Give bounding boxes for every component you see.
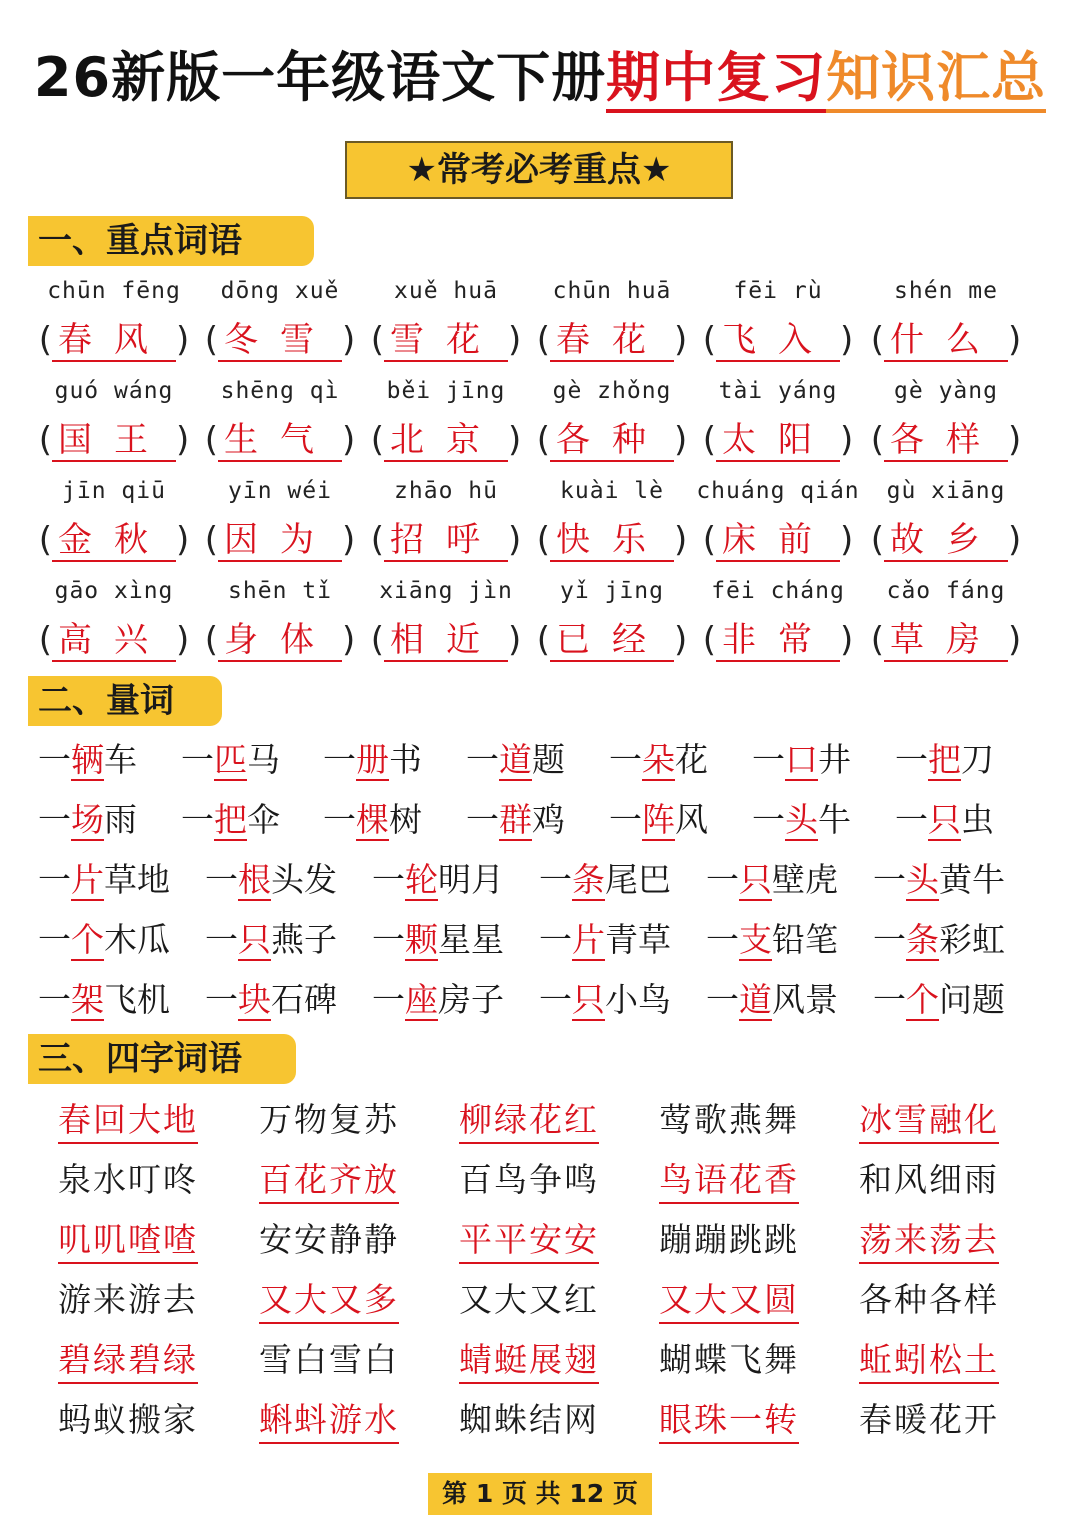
pinyin-label: běi jīng bbox=[386, 378, 506, 404]
idiom-item: 泉水叮咚 bbox=[58, 1160, 198, 1199]
open-paren: ( bbox=[870, 420, 884, 460]
answer-word: 春花 bbox=[550, 320, 674, 362]
measure-word: 个 bbox=[906, 980, 939, 1019]
pinyin-label: jīn qiū bbox=[62, 478, 166, 504]
idiom-item: 柳绿花红 bbox=[459, 1098, 599, 1144]
pinyin-label: xuě huā bbox=[394, 278, 498, 304]
number-prefix: 一 bbox=[323, 800, 356, 839]
noun: 尾巴 bbox=[605, 860, 671, 899]
answer-word: 床前 bbox=[716, 520, 840, 562]
measure-word: 颗 bbox=[405, 920, 438, 959]
answer-word: 金秋 bbox=[52, 520, 176, 562]
pinyin-label: fēi cháng bbox=[711, 578, 845, 604]
measure-word: 群 bbox=[499, 800, 532, 839]
number-prefix: 一 bbox=[466, 740, 499, 779]
noun: 黄牛 bbox=[939, 860, 1005, 899]
word-entry bbox=[862, 618, 1030, 662]
page-number: 第 1 页 共 12 页 bbox=[428, 1473, 652, 1515]
key-points-banner: ★常考必考重点★ bbox=[345, 141, 733, 199]
open-paren: ( bbox=[204, 320, 218, 360]
number-prefix: 一 bbox=[372, 860, 405, 899]
word-entry bbox=[862, 418, 1030, 462]
measure-word-phrase bbox=[539, 918, 671, 962]
answer-word: 非常 bbox=[716, 620, 840, 662]
pinyin-label: kuài lè bbox=[560, 478, 664, 504]
answer-word: 各种 bbox=[550, 420, 674, 462]
measure-word: 片 bbox=[572, 920, 605, 959]
answer-word: 身体 bbox=[218, 620, 342, 662]
close-paren: ) bbox=[342, 520, 356, 560]
noun: 花 bbox=[675, 740, 708, 779]
measure-word: 座 bbox=[405, 980, 438, 1019]
number-prefix: 一 bbox=[181, 800, 214, 839]
pinyin-label: tài yáng bbox=[718, 378, 838, 404]
answer-word: 招呼 bbox=[384, 520, 508, 562]
measure-word-phrase bbox=[181, 798, 280, 842]
close-paren: ) bbox=[1008, 320, 1022, 360]
number-prefix: 一 bbox=[895, 740, 928, 779]
answer-word: 什么 bbox=[884, 320, 1008, 362]
idiom-item: 叽叽喳喳 bbox=[58, 1218, 198, 1264]
noun: 小鸟 bbox=[605, 980, 671, 1019]
close-paren: ) bbox=[674, 420, 688, 460]
pinyin-label: gè zhǒng bbox=[552, 378, 672, 404]
close-paren: ) bbox=[840, 620, 854, 660]
measure-word-phrase bbox=[539, 858, 671, 902]
number-prefix: 一 bbox=[895, 800, 928, 839]
idiom-item: 雪白雪白 bbox=[259, 1340, 399, 1379]
answer-word: 各样 bbox=[884, 420, 1008, 462]
close-paren: ) bbox=[674, 320, 688, 360]
word-entry bbox=[196, 518, 364, 562]
measure-word-phrase bbox=[466, 798, 565, 842]
answer-word: 草房 bbox=[884, 620, 1008, 662]
idiom-item: 荡来荡去 bbox=[859, 1218, 999, 1264]
noun: 伞 bbox=[247, 800, 280, 839]
pinyin-label: yīn wéi bbox=[228, 478, 332, 504]
open-paren: ( bbox=[370, 320, 384, 360]
measure-word-phrase bbox=[873, 918, 1005, 962]
noun: 房子 bbox=[438, 980, 504, 1019]
idiom-item: 蚂蚁搬家 bbox=[58, 1400, 198, 1439]
measure-word-phrase bbox=[873, 858, 1005, 902]
open-paren: ( bbox=[204, 620, 218, 660]
number-prefix: 一 bbox=[181, 740, 214, 779]
measure-word-phrase bbox=[323, 798, 422, 842]
noun: 鸡 bbox=[532, 800, 565, 839]
answer-word: 因为 bbox=[218, 520, 342, 562]
word-entry bbox=[362, 518, 530, 562]
close-paren: ) bbox=[508, 320, 522, 360]
word-entry bbox=[196, 618, 364, 662]
number-prefix: 一 bbox=[372, 920, 405, 959]
measure-word: 口 bbox=[785, 740, 818, 779]
number-prefix: 一 bbox=[205, 920, 238, 959]
measure-word: 根 bbox=[238, 860, 271, 899]
open-paren: ( bbox=[702, 520, 716, 560]
measure-word-phrase bbox=[205, 978, 337, 1022]
noun: 雨 bbox=[104, 800, 137, 839]
noun: 头发 bbox=[271, 860, 337, 899]
measure-word-phrase bbox=[323, 738, 422, 782]
measure-word: 道 bbox=[499, 740, 532, 779]
noun: 燕子 bbox=[271, 920, 337, 959]
pinyin-label: yǐ jīng bbox=[560, 578, 664, 604]
measure-word-phrase bbox=[895, 798, 994, 842]
noun: 马 bbox=[247, 740, 280, 779]
title-highlight-orange: 知识汇总 bbox=[826, 46, 1046, 113]
number-prefix: 一 bbox=[38, 980, 71, 1019]
word-entry bbox=[694, 318, 862, 362]
number-prefix: 一 bbox=[539, 980, 572, 1019]
measure-word-phrase bbox=[706, 978, 838, 1022]
measure-word: 道 bbox=[739, 980, 772, 1019]
number-prefix: 一 bbox=[752, 800, 785, 839]
word-entry bbox=[30, 518, 198, 562]
idiom-item: 眼珠一转 bbox=[659, 1398, 799, 1444]
noun: 问题 bbox=[939, 980, 1005, 1019]
measure-word-phrase bbox=[38, 978, 170, 1022]
close-paren: ) bbox=[840, 520, 854, 560]
idiom-item: 各种各样 bbox=[859, 1280, 999, 1319]
close-paren: ) bbox=[176, 620, 190, 660]
noun: 树 bbox=[389, 800, 422, 839]
measure-word: 只 bbox=[572, 980, 605, 1019]
pinyin-label: dōng xuě bbox=[220, 278, 340, 304]
idiom-item: 平平安安 bbox=[459, 1218, 599, 1264]
pinyin-label: chuáng qián bbox=[696, 478, 860, 504]
number-prefix: 一 bbox=[873, 920, 906, 959]
measure-word: 匹 bbox=[214, 740, 247, 779]
answer-word: 生气 bbox=[218, 420, 342, 462]
measure-word: 阵 bbox=[642, 800, 675, 839]
word-entry bbox=[528, 418, 696, 462]
measure-word-phrase bbox=[706, 858, 838, 902]
pinyin-label: gāo xìng bbox=[54, 578, 174, 604]
idiom-item: 鸟语花香 bbox=[659, 1158, 799, 1204]
measure-word-phrase bbox=[752, 798, 851, 842]
noun: 车 bbox=[104, 740, 137, 779]
section-heading-key-words: 一、重点词语 bbox=[28, 216, 314, 266]
measure-word-phrase bbox=[873, 978, 1005, 1022]
measure-word-phrase bbox=[609, 798, 708, 842]
word-entry bbox=[528, 518, 696, 562]
measure-word-phrase bbox=[752, 738, 851, 782]
number-prefix: 一 bbox=[609, 800, 642, 839]
word-entry bbox=[694, 418, 862, 462]
close-paren: ) bbox=[1008, 520, 1022, 560]
open-paren: ( bbox=[536, 420, 550, 460]
answer-word: 快乐 bbox=[550, 520, 674, 562]
word-entry bbox=[528, 618, 696, 662]
pinyin-label: guó wáng bbox=[54, 378, 174, 404]
measure-word-phrase bbox=[205, 918, 337, 962]
pinyin-label: shén me bbox=[894, 278, 998, 304]
measure-word: 只 bbox=[238, 920, 271, 959]
idiom-item: 万物复苏 bbox=[259, 1100, 399, 1139]
pinyin-label: chūn fēng bbox=[47, 278, 181, 304]
open-paren: ( bbox=[370, 620, 384, 660]
answer-word: 雪花 bbox=[384, 320, 508, 362]
noun: 星星 bbox=[438, 920, 504, 959]
measure-word-phrase bbox=[466, 738, 565, 782]
open-paren: ( bbox=[536, 620, 550, 660]
idiom-item: 莺歌燕舞 bbox=[659, 1100, 799, 1139]
measure-word: 把 bbox=[928, 740, 961, 779]
noun: 牛 bbox=[818, 800, 851, 839]
measure-word-phrase bbox=[372, 978, 504, 1022]
open-paren: ( bbox=[38, 620, 52, 660]
pinyin-label: fēi rù bbox=[733, 278, 823, 304]
close-paren: ) bbox=[840, 320, 854, 360]
measure-word-phrase bbox=[38, 918, 170, 962]
open-paren: ( bbox=[702, 620, 716, 660]
number-prefix: 一 bbox=[38, 920, 71, 959]
idiom-item: 蚯蚓松土 bbox=[859, 1338, 999, 1384]
open-paren: ( bbox=[370, 420, 384, 460]
measure-word: 片 bbox=[71, 860, 104, 899]
answer-word: 相近 bbox=[384, 620, 508, 662]
pinyin-label: gù xiāng bbox=[886, 478, 1006, 504]
idiom-item: 蝌蚪游水 bbox=[259, 1398, 399, 1444]
open-paren: ( bbox=[870, 620, 884, 660]
word-entry bbox=[528, 318, 696, 362]
noun: 刀 bbox=[961, 740, 994, 779]
measure-word: 只 bbox=[928, 800, 961, 839]
idiom-item: 百花齐放 bbox=[259, 1158, 399, 1204]
idiom-item: 碧绿碧绿 bbox=[58, 1338, 198, 1384]
noun: 题 bbox=[532, 740, 565, 779]
measure-word: 头 bbox=[906, 860, 939, 899]
number-prefix: 一 bbox=[38, 800, 71, 839]
answer-word: 已经 bbox=[550, 620, 674, 662]
open-paren: ( bbox=[702, 420, 716, 460]
idiom-item: 春回大地 bbox=[58, 1098, 198, 1144]
close-paren: ) bbox=[342, 620, 356, 660]
number-prefix: 一 bbox=[372, 980, 405, 1019]
close-paren: ) bbox=[1008, 620, 1022, 660]
pinyin-label: shēng qì bbox=[220, 378, 340, 404]
noun: 石碑 bbox=[271, 980, 337, 1019]
close-paren: ) bbox=[176, 320, 190, 360]
number-prefix: 一 bbox=[205, 980, 238, 1019]
noun: 风 bbox=[675, 800, 708, 839]
answer-word: 高兴 bbox=[52, 620, 176, 662]
section-heading-four-char-idioms: 三、四字词语 bbox=[28, 1034, 296, 1084]
answer-word: 故乡 bbox=[884, 520, 1008, 562]
measure-word: 架 bbox=[71, 980, 104, 1019]
measure-word-phrase bbox=[706, 918, 838, 962]
section-heading-measure-words: 二、量词 bbox=[28, 676, 222, 726]
number-prefix: 一 bbox=[706, 920, 739, 959]
open-paren: ( bbox=[702, 320, 716, 360]
word-entry bbox=[30, 418, 198, 462]
pinyin-label: gè yàng bbox=[894, 378, 998, 404]
number-prefix: 一 bbox=[539, 860, 572, 899]
noun: 彩虹 bbox=[939, 920, 1005, 959]
close-paren: ) bbox=[342, 320, 356, 360]
measure-word: 轮 bbox=[405, 860, 438, 899]
noun: 铅笔 bbox=[772, 920, 838, 959]
idiom-item: 百鸟争鸣 bbox=[459, 1160, 599, 1199]
idiom-item: 蜻蜓展翅 bbox=[459, 1338, 599, 1384]
close-paren: ) bbox=[1008, 420, 1022, 460]
open-paren: ( bbox=[870, 320, 884, 360]
page-title bbox=[0, 38, 1080, 118]
answer-word: 北京 bbox=[384, 420, 508, 462]
measure-word-phrase bbox=[372, 858, 504, 902]
noun: 井 bbox=[818, 740, 851, 779]
open-paren: ( bbox=[536, 520, 550, 560]
number-prefix: 一 bbox=[539, 920, 572, 959]
close-paren: ) bbox=[674, 620, 688, 660]
word-entry bbox=[30, 318, 198, 362]
close-paren: ) bbox=[840, 420, 854, 460]
close-paren: ) bbox=[342, 420, 356, 460]
measure-word-phrase bbox=[38, 738, 137, 782]
number-prefix: 一 bbox=[323, 740, 356, 779]
number-prefix: 一 bbox=[752, 740, 785, 779]
measure-word: 册 bbox=[356, 740, 389, 779]
answer-word: 春风 bbox=[52, 320, 176, 362]
number-prefix: 一 bbox=[609, 740, 642, 779]
measure-word-phrase bbox=[38, 858, 170, 902]
measure-word: 个 bbox=[71, 920, 104, 959]
pinyin-label: zhāo hū bbox=[394, 478, 498, 504]
close-paren: ) bbox=[508, 620, 522, 660]
pinyin-label: chūn huā bbox=[552, 278, 672, 304]
word-entry bbox=[694, 618, 862, 662]
idiom-item: 又大又圆 bbox=[659, 1278, 799, 1324]
noun: 风景 bbox=[772, 980, 838, 1019]
noun: 飞机 bbox=[104, 980, 170, 1019]
measure-word-phrase bbox=[181, 738, 280, 782]
close-paren: ) bbox=[176, 520, 190, 560]
idiom-item: 春暖花开 bbox=[859, 1400, 999, 1439]
open-paren: ( bbox=[38, 320, 52, 360]
measure-word: 把 bbox=[214, 800, 247, 839]
word-entry bbox=[862, 518, 1030, 562]
measure-word: 朵 bbox=[642, 740, 675, 779]
idiom-item: 蹦蹦跳跳 bbox=[659, 1220, 799, 1259]
measure-word: 棵 bbox=[356, 800, 389, 839]
idiom-item: 和风细雨 bbox=[859, 1160, 999, 1199]
measure-word-phrase bbox=[38, 798, 137, 842]
open-paren: ( bbox=[38, 420, 52, 460]
answer-word: 飞入 bbox=[716, 320, 840, 362]
answer-word: 国王 bbox=[52, 420, 176, 462]
number-prefix: 一 bbox=[706, 980, 739, 1019]
measure-word-phrase bbox=[205, 858, 337, 902]
measure-word: 辆 bbox=[71, 740, 104, 779]
measure-word: 头 bbox=[785, 800, 818, 839]
idiom-item: 又大又红 bbox=[459, 1280, 599, 1319]
noun: 草地 bbox=[104, 860, 170, 899]
title-highlight-red: 期中复习 bbox=[606, 46, 826, 113]
number-prefix: 一 bbox=[38, 860, 71, 899]
idiom-item: 蜘蛛结网 bbox=[459, 1400, 599, 1439]
open-paren: ( bbox=[370, 520, 384, 560]
measure-word-phrase bbox=[895, 738, 994, 782]
number-prefix: 一 bbox=[466, 800, 499, 839]
number-prefix: 一 bbox=[873, 860, 906, 899]
noun: 木瓜 bbox=[104, 920, 170, 959]
measure-word: 支 bbox=[739, 920, 772, 959]
idiom-item: 游来游去 bbox=[58, 1280, 198, 1319]
answer-word: 太阳 bbox=[716, 420, 840, 462]
close-paren: ) bbox=[508, 520, 522, 560]
word-entry bbox=[362, 418, 530, 462]
idiom-item: 安安静静 bbox=[259, 1220, 399, 1259]
noun: 青草 bbox=[605, 920, 671, 959]
open-paren: ( bbox=[204, 520, 218, 560]
number-prefix: 一 bbox=[38, 740, 71, 779]
open-paren: ( bbox=[38, 520, 52, 560]
word-entry bbox=[862, 318, 1030, 362]
word-entry bbox=[30, 618, 198, 662]
word-entry bbox=[362, 318, 530, 362]
noun: 书 bbox=[389, 740, 422, 779]
measure-word: 块 bbox=[238, 980, 271, 1019]
close-paren: ) bbox=[674, 520, 688, 560]
open-paren: ( bbox=[536, 320, 550, 360]
pinyin-label: shēn tǐ bbox=[228, 578, 332, 604]
pinyin-label: cǎo fáng bbox=[886, 578, 1006, 604]
title-main: 26新版一年级语文下册 bbox=[33, 46, 607, 109]
word-entry bbox=[694, 518, 862, 562]
measure-word-phrase bbox=[609, 738, 708, 782]
answer-word: 冬雪 bbox=[218, 320, 342, 362]
number-prefix: 一 bbox=[205, 860, 238, 899]
word-entry bbox=[362, 618, 530, 662]
close-paren: ) bbox=[508, 420, 522, 460]
measure-word: 条 bbox=[906, 920, 939, 959]
idiom-item: 又大又多 bbox=[259, 1278, 399, 1324]
idiom-item: 蝴蝶飞舞 bbox=[659, 1340, 799, 1379]
pinyin-label: xiāng jìn bbox=[379, 578, 513, 604]
close-paren: ) bbox=[176, 420, 190, 460]
measure-word: 场 bbox=[71, 800, 104, 839]
word-entry bbox=[196, 318, 364, 362]
noun: 壁虎 bbox=[772, 860, 838, 899]
word-entry bbox=[196, 418, 364, 462]
open-paren: ( bbox=[204, 420, 218, 460]
measure-word-phrase bbox=[539, 978, 671, 1022]
open-paren: ( bbox=[870, 520, 884, 560]
number-prefix: 一 bbox=[873, 980, 906, 1019]
measure-word: 只 bbox=[739, 860, 772, 899]
idiom-item: 冰雪融化 bbox=[859, 1098, 999, 1144]
measure-word-phrase bbox=[372, 918, 504, 962]
measure-word: 条 bbox=[572, 860, 605, 899]
noun: 虫 bbox=[961, 800, 994, 839]
number-prefix: 一 bbox=[706, 860, 739, 899]
noun: 明月 bbox=[438, 860, 504, 899]
